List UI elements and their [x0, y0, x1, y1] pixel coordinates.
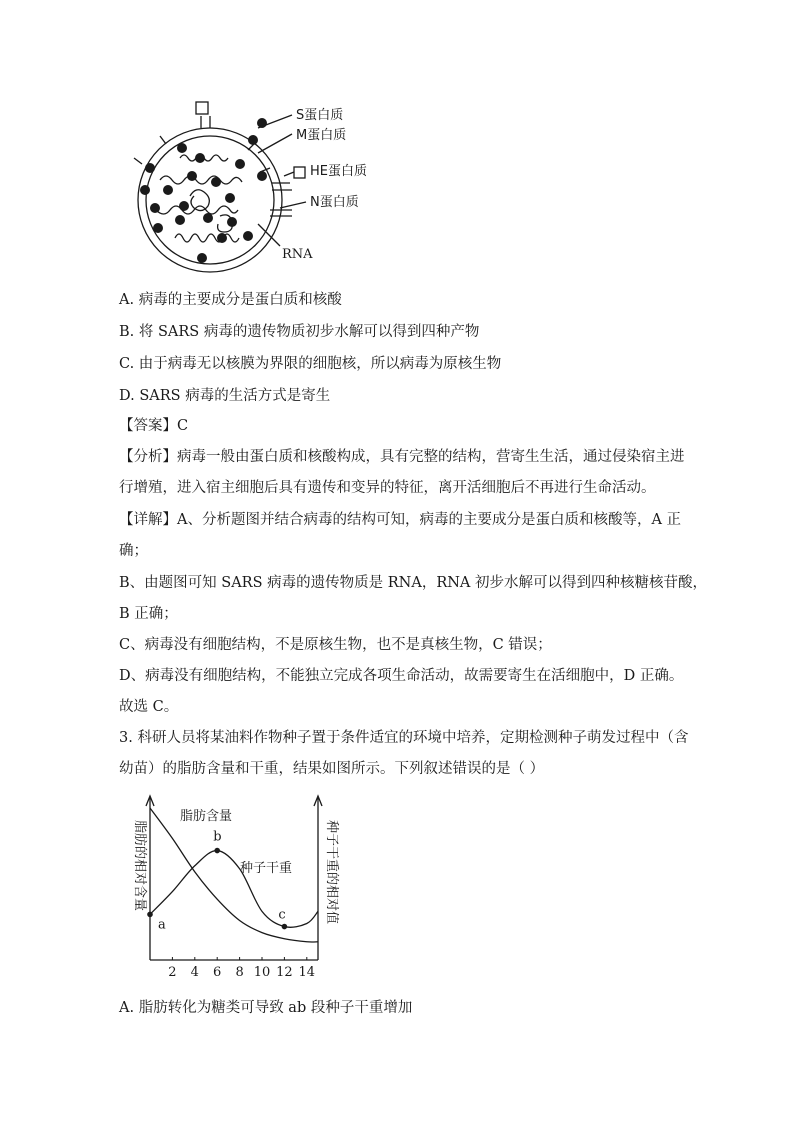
x-tick-label: 6 [213, 965, 222, 980]
q2-analysis-line: 行增殖，进入宿主细胞后具有遗传和变异的特征，离开活细胞后不再进行生命活动。 [119, 480, 656, 496]
m-protein-dot [248, 135, 258, 145]
label-s-protein: S蛋白质 [296, 108, 344, 123]
m-protein-dot [150, 203, 160, 213]
m-protein-dot [177, 143, 187, 153]
q2-detail-line: 故选 C。 [119, 699, 179, 715]
q2-option-c: C. 由于病毒无以核膜为界限的细胞核，所以病毒为原核生物 [119, 356, 502, 372]
q2-detail-line: 确； [119, 543, 148, 559]
he-protein-marker [196, 102, 208, 114]
q2-detail-line: B、由题图可知 SARS 病毒的遗传物质是 RNA，RNA 初步水解可以得到四种核糖核苷酸， [119, 575, 707, 591]
x-tick-label: 2 [168, 965, 177, 980]
q2-detail-line: 【详解】A、分析题图并结合病毒的结构可知，病毒的主要成分是蛋白质和核酸等，A 正 [119, 512, 682, 528]
n-protein-dot [195, 153, 205, 163]
label-rna: RNA [282, 247, 313, 262]
point-a [147, 912, 153, 918]
he-protein-marker [294, 167, 305, 178]
label-m-protein: M蛋白质 [296, 128, 347, 143]
m-protein-dot [257, 171, 267, 181]
q3-stem-line: 幼苗）的脂肪含量和干重，结果如图所示。下列叙述错误的是（ ） [119, 761, 545, 777]
x-tick-label: 14 [298, 965, 316, 980]
seed-dry-weight-label: 种子干重 [240, 861, 293, 876]
sars-virus-diagram [120, 98, 410, 273]
fat-content-label: 脂肪含量 [180, 809, 233, 824]
point-c [282, 924, 288, 930]
point-label-a: a [158, 917, 166, 933]
right-y-axis-label: 种子干重的相对值 [324, 820, 339, 925]
fat-content-line [150, 808, 318, 942]
n-protein-dot [203, 213, 213, 223]
m-protein-dot [145, 163, 155, 173]
label-he-protein: HE蛋白质 [310, 164, 367, 179]
q2-detail-line: D、病毒没有细胞结构，不能独立完成各项生命活动，故需要寄生在活细胞中，D 正确。 [119, 668, 684, 684]
q2-detail-line: C、病毒没有细胞结构，不是原核生物，也不是真核生物，C 错误； [119, 637, 552, 653]
n-protein-dot [175, 215, 185, 225]
n-protein-dot [163, 185, 173, 195]
n-protein-dot [211, 177, 221, 187]
q2-detail-line: B 正确； [119, 606, 178, 622]
fat-and-dry-weight-chart [120, 790, 360, 990]
n-protein-dot [225, 193, 235, 203]
q2-option-d: D. SARS 病毒的生活方式是寄生 [119, 388, 331, 404]
virus-envelope-outer [138, 128, 282, 272]
x-tick-label: 8 [235, 965, 244, 980]
m-protein-dot [243, 231, 253, 241]
m-protein-dot [197, 253, 207, 263]
virus-envelope-inner [146, 136, 274, 264]
x-tick-label: 12 [276, 965, 293, 980]
m-protein-dot [257, 118, 267, 128]
q2-option-a: A. 病毒的主要成分是蛋白质和核酸 [119, 292, 342, 308]
m-protein-dot [153, 223, 163, 233]
n-protein-dot [217, 233, 227, 243]
x-tick-label: 10 [253, 965, 271, 980]
n-protein-dot [187, 171, 197, 181]
n-protein-dot [227, 217, 237, 227]
n-protein-dot [179, 201, 189, 211]
q3-stem-line: 3. 科研人员将某油料作物种子置于条件适宜的环境中培养，定期检测种子萌发过程中（含 [119, 730, 689, 746]
q2-analysis-line: 【分析】病毒一般由蛋白质和核酸构成，具有完整的结构，营寄生生活，通过侵染宿主进 [119, 449, 685, 465]
point-label-c: c [278, 907, 286, 923]
x-tick-label: 4 [190, 965, 199, 980]
q2-option-b: B. 将 SARS 病毒的遗传物质初步水解可以得到四种产物 [119, 324, 480, 340]
label-n-protein: N蛋白质 [310, 195, 359, 210]
q2-answer: 【答案】C [119, 418, 189, 434]
n-protein-dot [235, 159, 245, 169]
m-protein-dot [140, 185, 150, 195]
point-b [214, 848, 220, 854]
left-y-axis-label: 脂肪的相对含量 [132, 820, 147, 912]
point-label-b: b [213, 829, 222, 845]
q3-option-a: A. 脂肪转化为糖类可导致 ab 段种子干重增加 [119, 1000, 413, 1016]
